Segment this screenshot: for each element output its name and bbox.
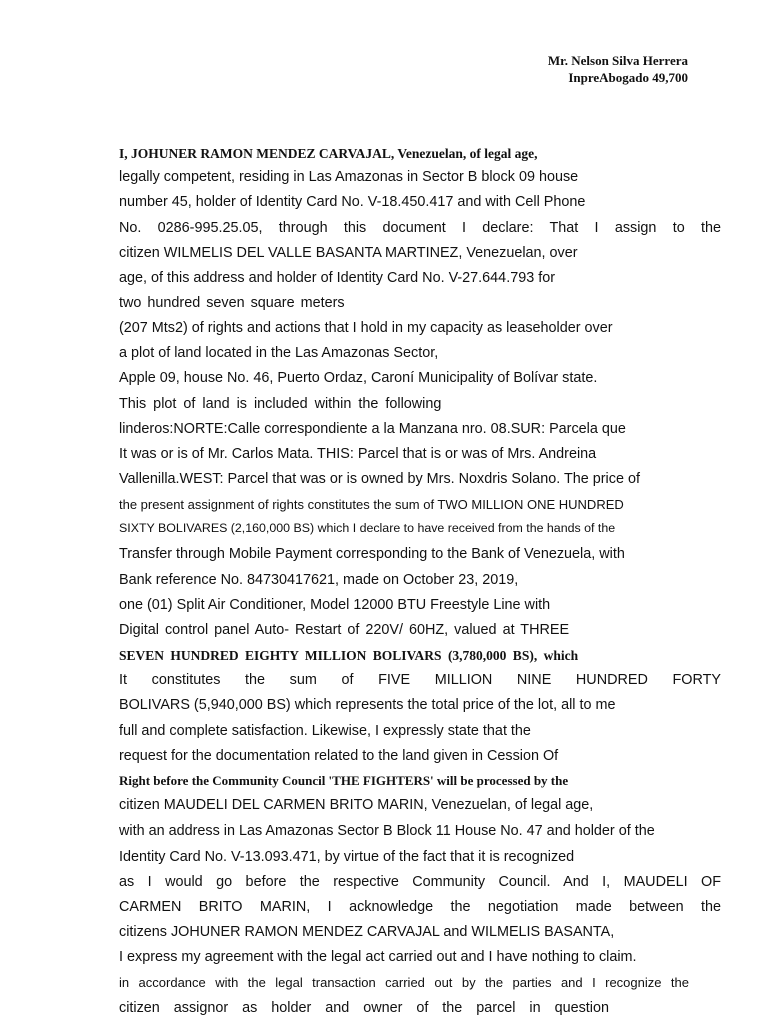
text-line: two hundred seven square meters [119,295,345,311]
text-line: No. 0286-995.25.05, through this document I declare: That I assign to the [119,220,721,236]
text-line: It was or is of Mr. Carlos Mata. THIS: Parcel that is or was of Mrs. Andreina [119,446,597,462]
text-line: one (01) Split Air Conditioner, Model 12000 BTU Freestyle Line with [119,597,551,613]
text-line: citizen MAUDELI DEL CARMEN BRITO MARIN, Venezuelan, of legal age, [119,797,594,813]
lawyer-name: Mr. Nelson Silva Herrera [547,53,688,68]
text-line: citizen WILMELIS DEL VALLE BASANTA MARTINEZ, Venezuelan, over [119,245,578,261]
text-line: Bank reference No. 84730417621, made on October 23, 2019, [119,572,519,588]
text-line: It constitutes the sum of FIVE MILLION NINE HUNDRED FORTY [119,672,721,688]
text-line: Right before the Community Council 'THE FIGHTERS' will be processed by the [119,773,569,788]
text-line: legally competent, residing in Las Amazonas in Sector B block 09 house [119,169,579,185]
text-line: as I would go before the respective Community Council. And I, MAUDELI OF [119,874,721,890]
text-line: CARMEN BRITO MARIN, I acknowledge the negotiation made between the [119,899,721,915]
text-line: BOLIVARS (5,940,000 BS) which represents the total price of the lot, all to me [119,697,616,713]
text-line: with an address in Las Amazonas Sector B Block 11 House No. 47 and holder of the [119,823,655,839]
text-line: I, JOHUNER RAMON MENDEZ CARVAJAL, Venezuelan, of legal age, [119,146,538,161]
text-line: Digital control panel Auto- Restart of 220V/ 60HZ, valued at THREE [119,622,570,638]
text-line: in accordance with the legal transaction carried out by the parties and I recognize the [119,975,689,990]
text-line: Identity Card No. V-13.093.471, by virtue of the fact that it is recognized [119,849,575,865]
text-line: SEVEN HUNDRED EIGHTY MILLION BOLIVARS (3,780,000 BS), which [119,648,579,663]
text-line: This plot of land is included within the following [119,396,442,412]
lawyer-registration: InpreAbogado 49,700 [568,70,688,85]
text-line: a plot of land located in the Las Amazonas Sector, [119,345,439,361]
text-line: (207 Mts2) of rights and actions that I hold in my capacity as leaseholder over [119,320,613,336]
text-line: full and complete satisfaction. Likewise, I expressly state that the [119,723,531,739]
text-line: age, of this address and holder of Identity Card No. V-27.644.793 for [119,270,555,286]
text-line: I express my agreement with the legal act carried out and I have nothing to claim. [119,949,637,965]
text-line: request for the documentation related to the land given in Cession Of [119,748,559,764]
text-line: citizen assignor as holder and owner of the parcel in question [119,1000,609,1016]
text-line: Vallenilla.WEST: Parcel that was or is owned by Mrs. Noxdris Solano. The price of [119,471,640,487]
text-line: Transfer through Mobile Payment corresponding to the Bank of Venezuela, with [119,546,625,562]
text-line: citizens JOHUNER RAMON MENDEZ CARVAJAL and WILMELIS BASANTA, [119,924,615,940]
text-line: linderos:NORTE:Calle correspondiente a la Manzana nro. 08.SUR: Parcela que [119,421,626,437]
text-line: the present assignment of rights constitutes the sum of TWO MILLION ONE HUNDRED [119,497,624,512]
lawyer-header [548,52,688,86]
text-line: Apple 09, house No. 46, Puerto Ordaz, Caroní Municipality of Bolívar state. [119,370,598,386]
text-line: number 45, holder of Identity Card No. V-18.450.417 and with Cell Phone [119,194,586,210]
text-line: SIXTY BOLIVARES (2,160,000 BS) which I declare to have received from the hands of the [119,521,616,535]
